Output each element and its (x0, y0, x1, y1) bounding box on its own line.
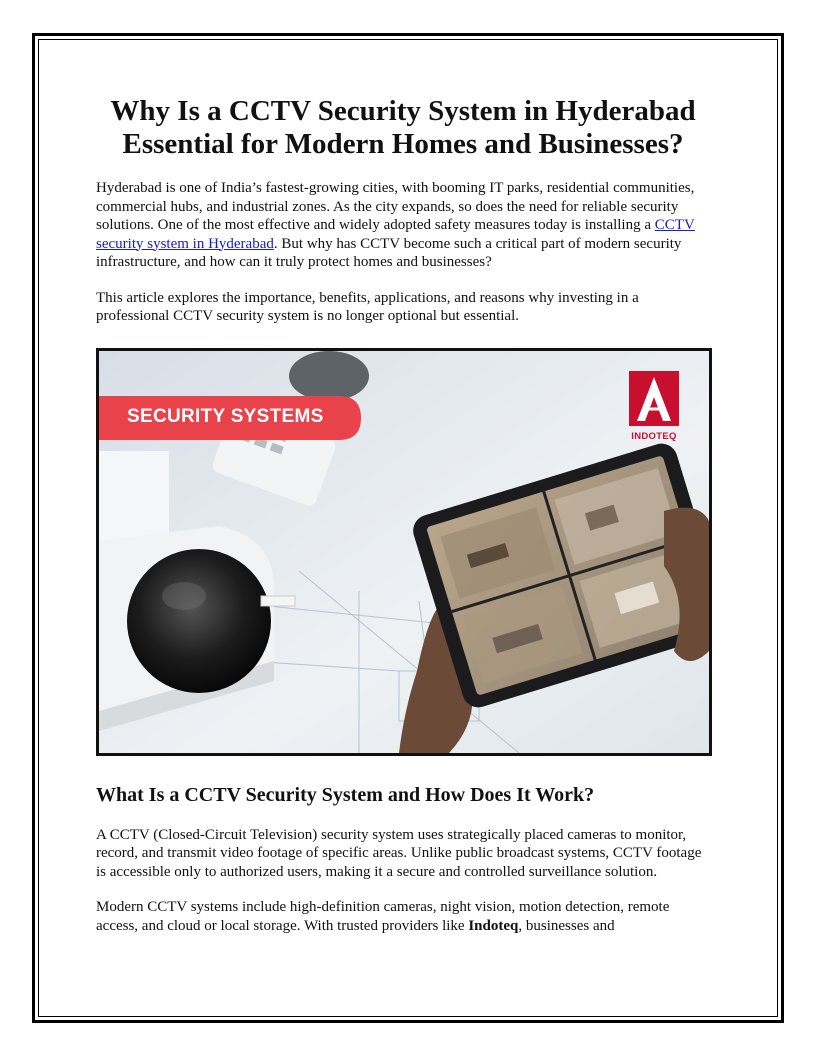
blurred-dome-camera (289, 351, 369, 401)
intro-text-after-link: . But why has CCTV become such a critical part of modern security infrastructure, and how can it truly protect homes and businesses? (96, 235, 682, 270)
section-heading: What Is a CCTV Security System and How Does It Work? (96, 783, 595, 806)
hero-image (96, 348, 712, 756)
modern-cctv-text-after-bold: , businesses and (518, 917, 615, 934)
cctv-definition-paragraph: A CCTV (Closed-Circuit Television) security system uses strategically placed cameras to monitor, record, and transmit video footage of specific areas. Unlike public broadcast systems, CCTV footage is accessible only to authorized users, making it a secure and controlled surveillance solution. (96, 826, 702, 880)
article-title: Why Is a CCTV Security System in Hyderabad Essential for Modern Homes and Businesses? (110, 95, 696, 160)
indoteq-logo (629, 371, 679, 426)
intro-paragraph (96, 179, 710, 272)
indoteq-brand-label: INDOTEQ (631, 430, 677, 442)
cctv-hyderabad-link[interactable]: CCTV security system in Hyderabad (96, 217, 695, 252)
indoteq-bold-text: Indoteq (468, 917, 519, 934)
modern-cctv-paragraph (96, 898, 710, 935)
intro-text-before-link: Hyderabad is one of India’s fastest-growing cities, with booming IT parks, residential communities, commercial hubs, and industrial zones. As the city expands, so does the need for reliable security solutions. One of the most effective and widely adopted safety measures today is installing a (96, 180, 695, 233)
article-scope-paragraph: This article explores the importance, benefits, applications, and reasons why investing in a professional CCTV security system is no longer optional but essential. (96, 289, 639, 324)
security-systems-badge-label: SECURITY SYSTEMS (127, 405, 324, 427)
modern-cctv-text-before-bold: Modern CCTV systems include high-definition cameras, night vision, motion detection, remote access, and cloud or local storage. With trusted providers like (96, 899, 670, 934)
article-content (96, 95, 710, 935)
